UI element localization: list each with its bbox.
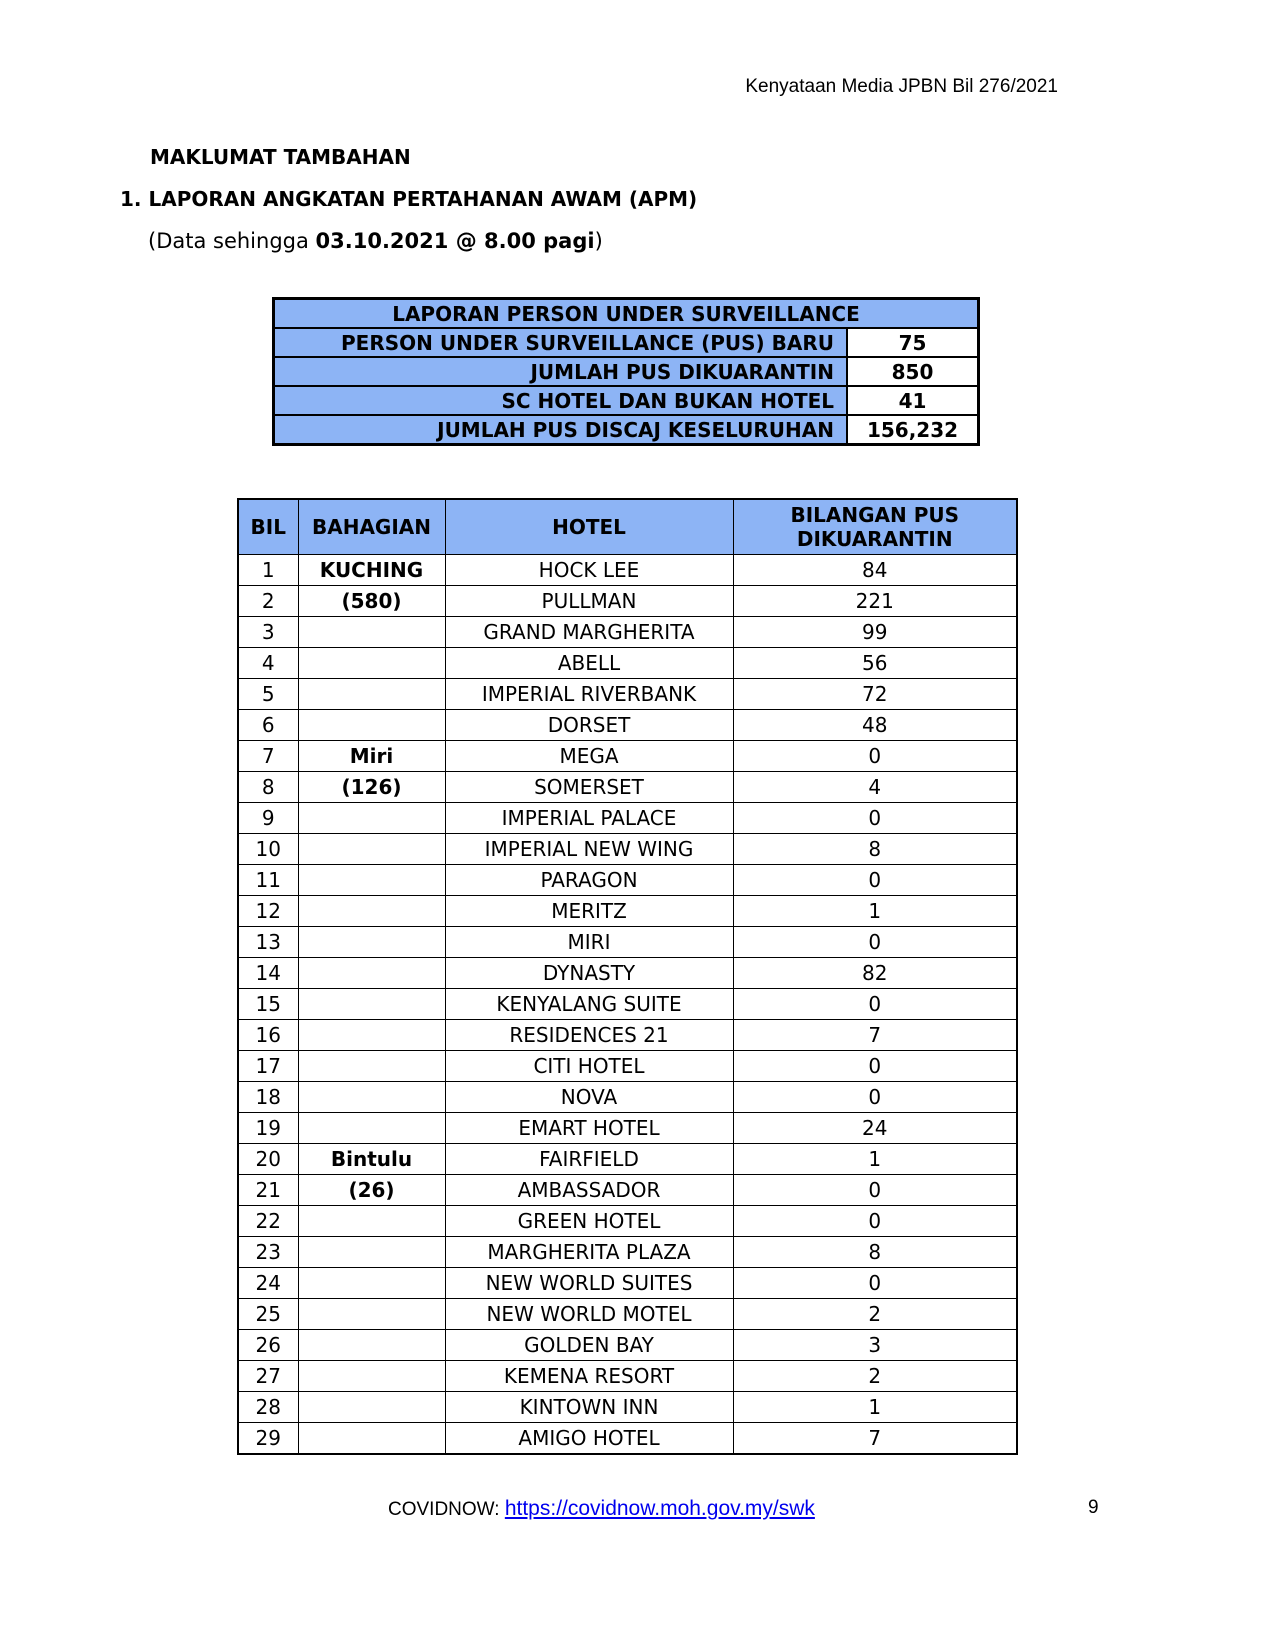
footer-label: COVIDNOW:	[388, 1499, 505, 1520]
cell-count: 0	[733, 741, 1017, 772]
cell-bahagian	[298, 927, 445, 958]
cell-count: 0	[733, 803, 1017, 834]
cell-count: 0	[733, 1175, 1017, 1206]
cell-hotel: ABELL	[445, 648, 733, 679]
cell-count: 0	[733, 1082, 1017, 1113]
page-number: 9	[1088, 1497, 1099, 1518]
cell-bahagian	[298, 1330, 445, 1361]
cell-count: 1	[733, 1144, 1017, 1175]
cell-hotel: EMART HOTEL	[445, 1113, 733, 1144]
cell-hotel: IMPERIAL NEW WING	[445, 834, 733, 865]
table-row	[238, 586, 1017, 617]
cell-count: 82	[733, 958, 1017, 989]
cell-count: 2	[733, 1299, 1017, 1330]
cell-bil: 4	[238, 648, 298, 679]
section-heading: 1. LAPORAN ANGKATAN PERTAHANAN AWAM (APM)	[120, 187, 698, 211]
cell-bahagian	[298, 989, 445, 1020]
cell-count: 24	[733, 1113, 1017, 1144]
cell-hotel: MIRI	[445, 927, 733, 958]
cell-hotel: SOMERSET	[445, 772, 733, 803]
summary-row	[274, 415, 979, 445]
table-row	[238, 834, 1017, 865]
table-row	[238, 896, 1017, 927]
cell-hotel: PARAGON	[445, 865, 733, 896]
summary-label: JUMLAH PUS DISCAJ KESELURUHAN	[274, 415, 848, 445]
cell-bahagian: (580)	[298, 586, 445, 617]
cell-bahagian	[298, 710, 445, 741]
cell-bil: 24	[238, 1268, 298, 1299]
cell-hotel: GRAND MARGHERITA	[445, 617, 733, 648]
cell-bahagian	[298, 1206, 445, 1237]
table-row	[238, 1051, 1017, 1082]
table-row	[238, 1144, 1017, 1175]
cell-bil: 21	[238, 1175, 298, 1206]
cell-count: 48	[733, 710, 1017, 741]
table-row	[238, 772, 1017, 803]
table-row	[238, 1330, 1017, 1361]
cell-bil: 29	[238, 1423, 298, 1455]
column-header-hotel: HOTEL	[445, 499, 733, 555]
cell-hotel: NEW WORLD SUITES	[445, 1268, 733, 1299]
cell-bahagian	[298, 617, 445, 648]
cell-bahagian: (126)	[298, 772, 445, 803]
table-row	[238, 741, 1017, 772]
cell-count: 0	[733, 989, 1017, 1020]
cell-count: 0	[733, 1206, 1017, 1237]
cell-hotel: MARGHERITA PLAZA	[445, 1237, 733, 1268]
cell-count: 84	[733, 555, 1017, 586]
note-suffix: )	[594, 229, 603, 253]
column-header-bilangan: BILANGAN PUS DIKUARANTIN	[733, 499, 1017, 555]
cell-bil: 2	[238, 586, 298, 617]
cell-bahagian	[298, 1361, 445, 1392]
note-prefix: (Data sehingga	[148, 229, 316, 253]
cell-bahagian: Bintulu	[298, 1144, 445, 1175]
cell-bil: 22	[238, 1206, 298, 1237]
table-row	[238, 958, 1017, 989]
table-row	[238, 865, 1017, 896]
cell-bil: 13	[238, 927, 298, 958]
table-row	[238, 710, 1017, 741]
cell-bahagian: KUCHING	[298, 555, 445, 586]
cell-bahagian	[298, 834, 445, 865]
cell-hotel: MEGA	[445, 741, 733, 772]
table-row	[238, 1237, 1017, 1268]
summary-value: 41	[847, 386, 979, 415]
cell-bahagian	[298, 1423, 445, 1455]
cell-bahagian	[298, 1299, 445, 1330]
summary-row	[274, 357, 979, 386]
cell-hotel: AMBASSADOR	[445, 1175, 733, 1206]
cell-count: 8	[733, 1237, 1017, 1268]
cell-bahagian	[298, 1237, 445, 1268]
hotel-quarantine-table	[237, 498, 1018, 1455]
cell-bil: 25	[238, 1299, 298, 1330]
cell-count: 0	[733, 865, 1017, 896]
cell-hotel: CITI HOTEL	[445, 1051, 733, 1082]
cell-bil: 19	[238, 1113, 298, 1144]
table-header-row	[238, 499, 1017, 555]
cell-count: 1	[733, 896, 1017, 927]
cell-count: 4	[733, 772, 1017, 803]
table-row	[238, 803, 1017, 834]
cell-bahagian	[298, 958, 445, 989]
cell-count: 0	[733, 927, 1017, 958]
summary-label: SC HOTEL DAN BUKAN HOTEL	[274, 386, 848, 415]
cell-count: 1	[733, 1392, 1017, 1423]
cell-bil: 12	[238, 896, 298, 927]
summary-value: 850	[847, 357, 979, 386]
cell-bahagian	[298, 896, 445, 927]
cell-hotel: MERITZ	[445, 896, 733, 927]
cell-bil: 7	[238, 741, 298, 772]
cell-bil: 23	[238, 1237, 298, 1268]
cell-bahagian	[298, 1113, 445, 1144]
table-row	[238, 648, 1017, 679]
cell-bil: 15	[238, 989, 298, 1020]
cell-hotel: FAIRFIELD	[445, 1144, 733, 1175]
cell-hotel: KINTOWN INN	[445, 1392, 733, 1423]
cell-hotel: NEW WORLD MOTEL	[445, 1299, 733, 1330]
cell-hotel: IMPERIAL PALACE	[445, 803, 733, 834]
section-title: MAKLUMAT TAMBAHAN	[150, 145, 411, 169]
cell-hotel: HOCK LEE	[445, 555, 733, 586]
table-row	[238, 555, 1017, 586]
table-row	[238, 1423, 1017, 1455]
summary-label: PERSON UNDER SURVEILLANCE (PUS) BARU	[274, 328, 848, 357]
table-row	[238, 617, 1017, 648]
cell-count: 7	[733, 1020, 1017, 1051]
cell-count: 8	[733, 834, 1017, 865]
cell-count: 72	[733, 679, 1017, 710]
table-row	[238, 1392, 1017, 1423]
cell-hotel: RESIDENCES 21	[445, 1020, 733, 1051]
cell-hotel: KEMENA RESORT	[445, 1361, 733, 1392]
pus-summary-table	[272, 297, 980, 446]
summary-value: 75	[847, 328, 979, 357]
cell-bahagian	[298, 1020, 445, 1051]
cell-hotel: DYNASTY	[445, 958, 733, 989]
cell-bahagian	[298, 803, 445, 834]
cell-bahagian	[298, 648, 445, 679]
table-row	[238, 1299, 1017, 1330]
table-row	[238, 989, 1017, 1020]
cell-bahagian: (26)	[298, 1175, 445, 1206]
cell-bil: 9	[238, 803, 298, 834]
cell-bil: 5	[238, 679, 298, 710]
cell-bil: 28	[238, 1392, 298, 1423]
cell-bahagian	[298, 1051, 445, 1082]
cell-bahagian	[298, 679, 445, 710]
cell-bil: 17	[238, 1051, 298, 1082]
cell-count: 99	[733, 617, 1017, 648]
table-row	[238, 1206, 1017, 1237]
document-reference: Kenyataan Media JPBN Bil 276/2021	[745, 76, 1058, 97]
cell-count: 0	[733, 1051, 1017, 1082]
cell-bil: 10	[238, 834, 298, 865]
cell-bil: 18	[238, 1082, 298, 1113]
cell-bil: 3	[238, 617, 298, 648]
cell-hotel: IMPERIAL RIVERBANK	[445, 679, 733, 710]
cell-count: 221	[733, 586, 1017, 617]
table-row	[238, 1113, 1017, 1144]
cell-bil: 1	[238, 555, 298, 586]
cell-bil: 6	[238, 710, 298, 741]
cell-bil: 26	[238, 1330, 298, 1361]
cell-count: 3	[733, 1330, 1017, 1361]
table-row	[238, 679, 1017, 710]
table-row	[238, 1268, 1017, 1299]
cell-bahagian: Miri	[298, 741, 445, 772]
cell-hotel: GOLDEN BAY	[445, 1330, 733, 1361]
cell-bil: 14	[238, 958, 298, 989]
cell-bil: 27	[238, 1361, 298, 1392]
cell-bahagian	[298, 865, 445, 896]
column-header-bil: BIL	[238, 499, 298, 555]
summary-row	[274, 328, 979, 357]
table-row	[238, 1020, 1017, 1051]
footer	[388, 1497, 815, 1521]
table-row	[238, 1175, 1017, 1206]
summary-title-row	[274, 299, 979, 329]
note-date: 03.10.2021 @ 8.00 pagi	[315, 229, 595, 253]
cell-bahagian	[298, 1392, 445, 1423]
summary-row	[274, 386, 979, 415]
cell-bil: 8	[238, 772, 298, 803]
cell-bil: 16	[238, 1020, 298, 1051]
cell-hotel: PULLMAN	[445, 586, 733, 617]
cell-hotel: GREEN HOTEL	[445, 1206, 733, 1237]
column-header-bahagian: BAHAGIAN	[298, 499, 445, 555]
cell-count: 7	[733, 1423, 1017, 1455]
data-date-note	[148, 229, 603, 253]
summary-title: LAPORAN PERSON UNDER SURVEILLANCE	[274, 299, 979, 329]
cell-hotel: NOVA	[445, 1082, 733, 1113]
cell-bahagian	[298, 1082, 445, 1113]
cell-hotel: KENYALANG SUITE	[445, 989, 733, 1020]
cell-bil: 11	[238, 865, 298, 896]
table-row	[238, 1361, 1017, 1392]
cell-hotel: AMIGO HOTEL	[445, 1423, 733, 1455]
cell-count: 2	[733, 1361, 1017, 1392]
summary-value: 156,232	[847, 415, 979, 445]
cell-count: 0	[733, 1268, 1017, 1299]
cell-count: 56	[733, 648, 1017, 679]
covidnow-link[interactable]: https://covidnow.moh.gov.my/swk	[504, 1497, 815, 1520]
cell-bahagian	[298, 1268, 445, 1299]
table-row	[238, 1082, 1017, 1113]
table-row	[238, 927, 1017, 958]
cell-bil: 20	[238, 1144, 298, 1175]
cell-hotel: DORSET	[445, 710, 733, 741]
summary-label: JUMLAH PUS DIKUARANTIN	[274, 357, 848, 386]
